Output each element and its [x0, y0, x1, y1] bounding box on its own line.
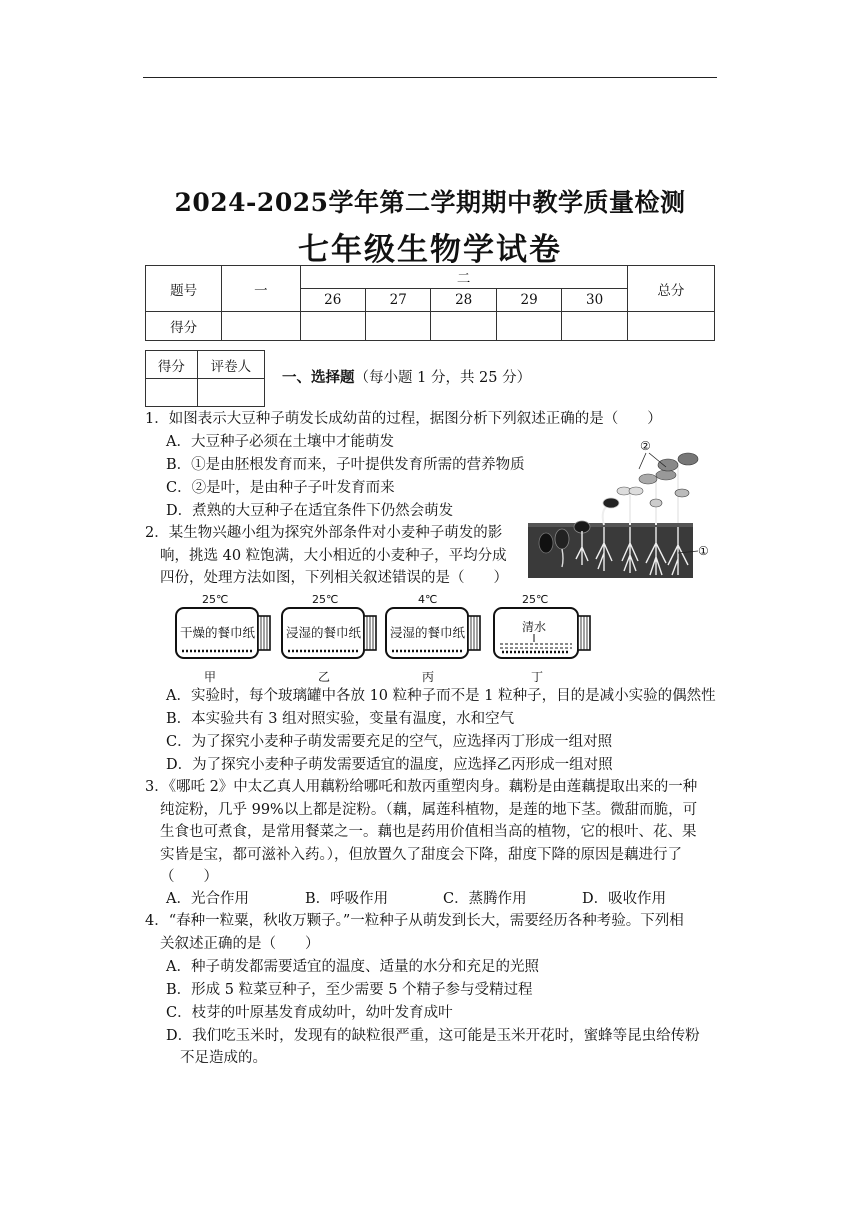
q2-stem-line1: 2．某生物兴趣小组为探究外部条件对小麦种子萌发的影 [145, 525, 503, 541]
mini-grader-cell[interactable] [197, 379, 264, 407]
q3-line1: 3．《哪吒 2》中太乙真人用藕粉给哪吒和敖丙重塑肉身。藕粉是由莲藕提取出来的一种 [145, 779, 698, 795]
section-note: （每小题 1 分，共 25 分） [354, 370, 532, 386]
exam-subtitle: 七年级生物学试卷 [298, 232, 562, 268]
q1-option-c: C．②是叶，是由种子子叶发育而来 [166, 480, 395, 496]
row-label-question-number: 题号 [146, 266, 222, 312]
jar-jia-temp: 25℃ [202, 593, 229, 606]
q3-option-c: C．蒸腾作用 [443, 891, 527, 907]
jar-bing-temp: 4℃ [418, 593, 438, 606]
q3-line3: 生食也可煮食，是常用餐菜之一。藕也是药用价值相当高的植物，它的根叶、花、果 [160, 824, 697, 840]
mini-grader-label: 评卷人 [197, 351, 264, 379]
col-part-two: 二 [300, 266, 627, 289]
q2-stem-line3: 四份，处理方法如图，下列相关叙述错误的是（ ） [160, 570, 508, 586]
q4-option-d-continued: 不足造成的。 [180, 1050, 267, 1066]
jar-ding-name: 丁 [531, 670, 544, 684]
q2-option-c: C．为了探究小麦种子萌发需要充足的空气，应选择丙丁形成一组对照 [166, 734, 613, 750]
jar-bing-name: 丙 [422, 670, 435, 684]
section-heading [282, 366, 531, 387]
score-table [145, 265, 715, 341]
score-cell[interactable] [366, 312, 431, 341]
score-cell[interactable] [562, 312, 627, 341]
jar-yi-temp: 25℃ [312, 593, 339, 606]
q3-line5: （ ） [160, 869, 218, 885]
jar-ding-temp: 25℃ [522, 593, 549, 606]
wheat-jars-figure [168, 590, 608, 688]
col-total: 总分 [627, 266, 714, 312]
q2-stem-line2: 响，挑选 40 粒饱满，大小相近的小麦种子，平均分成 [160, 548, 507, 564]
q4-line2: 关叙述正确的是（ ） [160, 936, 320, 952]
score-cell[interactable] [431, 312, 496, 341]
col-q29: 29 [496, 289, 561, 312]
q2-option-d: D．为了探究小麦种子萌发需要适宜的温度，应选择乙丙形成一组对照 [166, 757, 613, 773]
q4-line1: 4．“春种一粒粟，秋收万颗子。”一粒种子从萌发到长大，需要经历各种考验。下列相 [145, 913, 684, 929]
jar-ding-label: 清水 [522, 620, 547, 634]
jar-yi-label: 浸湿的餐巾纸 [286, 625, 362, 640]
score-cell[interactable] [222, 312, 300, 341]
q4-option-c: C．枝芽的叶原基发育成幼叶，幼叶发育成叶 [166, 1005, 453, 1021]
jar-bing-label: 浸湿的餐巾纸 [390, 625, 466, 640]
q2-option-a: A．实验时，每个玻璃罐中各放 10 粒种子而不是 1 粒种子，目的是减小实验的偶然性 [166, 688, 716, 704]
q4-option-d: D．我们吃玉米时，发现有的缺粒很严重，这可能是玉米开花时，蜜蜂等昆虫给传粉 [166, 1028, 700, 1044]
jar-yi-name: 乙 [318, 670, 331, 684]
q1-option-b: B．①是由胚根发育而来，子叶提供发育所需的营养物质 [166, 457, 525, 473]
q2-option-b: B．本实验共有 3 组对照实验，变量有温度，水和空气 [166, 711, 515, 727]
q3-option-b: B．呼吸作用 [305, 891, 389, 907]
section-title: 一、选择题 [282, 369, 355, 386]
jar-jia-name: 甲 [204, 670, 217, 684]
q1-stem: 1．如图表示大豆种子萌发长成幼苗的过程，据图分析下列叙述正确的是（ ） [145, 411, 662, 427]
row-label-score: 得分 [146, 312, 222, 341]
q1-option-d: D．煮熟的大豆种子在适宜条件下仍然会萌发 [166, 503, 454, 519]
fig-label-2: ② [640, 439, 651, 453]
q3-line4: 实皆是宝，都可滋补入药。），但放置久了甜度会下降，甜度下降的原因是藕进行了 [160, 847, 682, 863]
header-rule [143, 77, 717, 78]
soybean-germination-figure [526, 435, 716, 580]
grader-table [145, 350, 265, 407]
col-q27: 27 [366, 289, 431, 312]
q3-line2: 纯淀粉，几乎 99%以上都是淀粉。（藕，属莲科植物，是莲的地下茎。微甜而脆，可 [160, 802, 698, 818]
col-q28: 28 [431, 289, 496, 312]
q3-option-a: A．光合作用 [166, 891, 249, 907]
q1-option-a: A．大豆种子必须在土壤中才能萌发 [166, 434, 394, 450]
fig-label-1: ① [698, 544, 709, 558]
q4-option-b: B．形成 5 粒菜豆种子，至少需要 5 个精子参与受精过程 [166, 982, 533, 998]
score-cell[interactable] [627, 312, 714, 341]
col-part-one: 一 [222, 266, 300, 312]
jar-jia-label: 干燥的餐巾纸 [180, 625, 256, 640]
col-q26: 26 [300, 289, 365, 312]
mini-score-label: 得分 [146, 351, 198, 379]
q3-option-d: D．吸收作用 [582, 891, 667, 907]
q4-option-a: A．种子萌发都需要适宜的温度、适量的水分和充足的光照 [166, 959, 539, 975]
score-cell[interactable] [496, 312, 561, 341]
score-cell[interactable] [300, 312, 365, 341]
col-q30: 30 [562, 289, 627, 312]
mini-score-cell[interactable] [146, 379, 198, 407]
exam-title: 2024-2025学年第二学期期中教学质量检测 [174, 188, 686, 217]
